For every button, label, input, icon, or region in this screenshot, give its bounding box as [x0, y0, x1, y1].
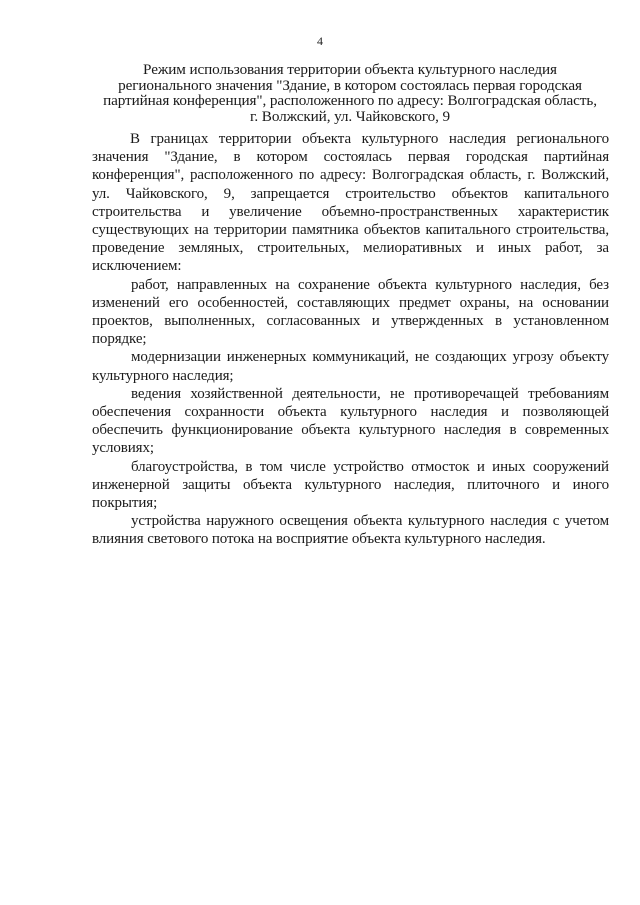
intro-paragraph: В границах территории объекта культурного наследия регионального значения "Здание, в котором состоялась первая городская партийная конференция", расположенного по адресу: Волгоградская область, г. Волжский, ул. Чайковского, 9, запрещается строительство объектов капитального строительства и увеличение объемно-пространственных характеристик существующих на территории памятника объектов капитального строительства, проведение земляных, строительных, мелиоративных и иных работ, за исключением:	[92, 131, 609, 275]
title-line: Режим использования территории объекта культурного наследия	[143, 61, 557, 78]
exception-item: ведения хозяйственной деятельности, не противоречащей требованиям обеспечения сохранности объекта культурного наследия и позволяющей обеспечить функционирование объекта культурного наследия в современных условиях;	[92, 385, 609, 457]
exception-item: работ, направленных на сохранение объекта культурного наследия, без изменений его особенностей, составляющих предмет охраны, на основании проектов, выполненных, согласованных и утвержденных в установленном порядке;	[92, 276, 609, 348]
document-body	[92, 130, 609, 549]
title-line: партийная конференция", расположенного по адресу: Волгоградская область,	[103, 92, 597, 110]
exception-item: устройства наружного освещения объекта культурного наследия с учетом влияния светового потока на восприятие объекта культурного наследия.	[92, 513, 609, 548]
document-title	[90, 62, 610, 124]
exception-item: модернизации инженерных коммуникаций, не создающих угрозу объекту культурного наследия;	[92, 349, 609, 384]
page-number: 4	[317, 34, 323, 48]
exception-item: благоустройства, в том числе устройство отмосток и иных сооружений инженерной защиты объекта культурного наследия, плиточного и иного покрытия;	[92, 458, 609, 512]
title-line: г. Волжский, ул. Чайковского, 9	[250, 107, 450, 125]
title-line: регионального значения "Здание, в котором состоялась первая городская	[118, 76, 582, 94]
